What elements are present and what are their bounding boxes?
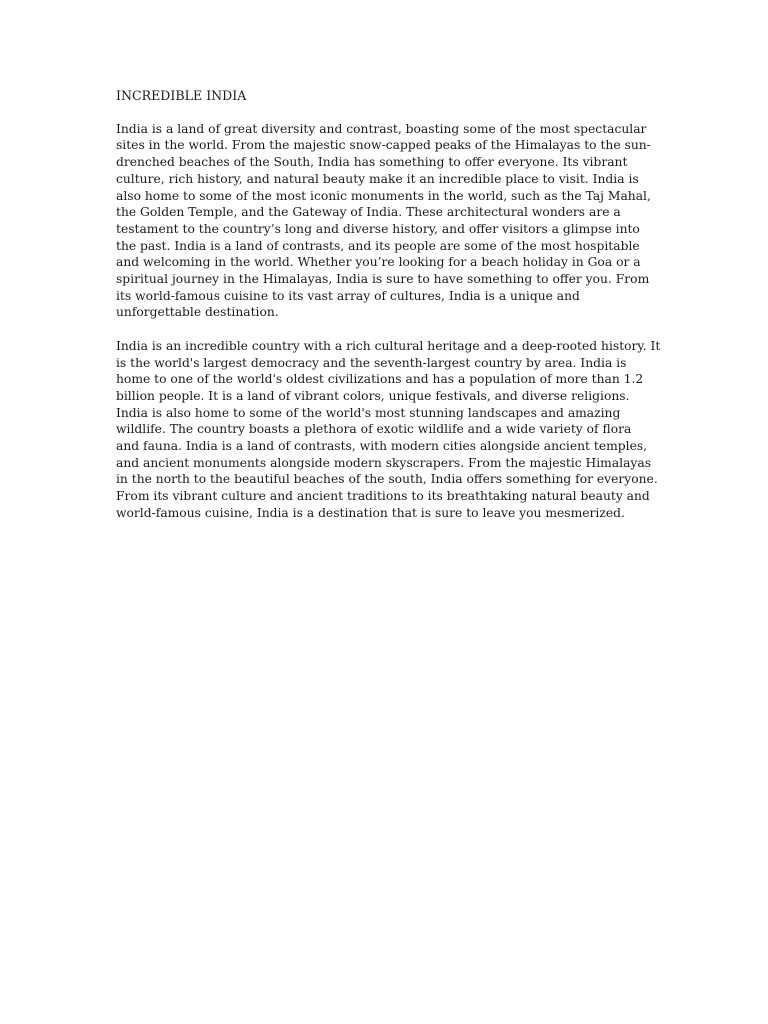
text-line: India is a land of great diversity and contrast, boasting some of the most spectacular [116,121,647,136]
text-line: and ancient monuments alongside modern skyscrapers. From the majestic Himalayas [116,455,652,470]
text-line: unforgettable destination. [116,305,279,320]
text-line: India is also home to some of the world's most stunning landscapes and amazing [116,405,621,420]
text-line: spiritual journey in the Himalayas, India is sure to have something to offer you. From [116,272,650,287]
text-line: testament to the country’s long and diverse history, and offer visitors a glimpse into [116,221,640,236]
text-line: and welcoming in the world. Whether you’re looking for a beach holiday in Goa or a [116,255,641,270]
text-line: world-famous cuisine, India is a destination that is sure to leave you mesmerized. [116,505,625,520]
text-line: also home to some of the most iconic monuments in the world, such as the Taj Mahal, [116,188,651,203]
text-line: and fauna. India is a land of contrasts, with modern cities alongside ancient temples, [116,439,648,454]
text-line: is the world's largest democracy and the seventh-largest country by area. India is [116,355,627,370]
text-line: India is an incredible country with a rich cultural heritage and a deep-rooted history. It [116,338,661,353]
paragraph-2 [116,338,661,522]
text-line: home to one of the world's oldest civilizations and has a population of more than 1.2 [116,372,644,387]
text-line: its world-famous cuisine to its vast array of cultures, India is a unique and [116,288,580,303]
text-line: in the north to the beautiful beaches of the south, India offers something for everyone. [116,472,658,487]
text-line: sites in the world. From the majestic snow-capped peaks of the Himalayas to the sun- [116,138,651,153]
text-line: wildlife. The country boasts a plethora of exotic wildlife and a wide variety of flora [116,422,632,437]
text-line: drenched beaches of the South, India has something to offer everyone. Its vibrant [116,155,628,170]
text-line: the past. India is a land of contrasts, and its people are some of the most hospitable [116,238,640,253]
paragraph-1 [116,121,656,321]
document-body [116,88,661,538]
text-line: billion people. It is a land of vibrant colors, unique festivals, and diverse religions. [116,388,630,403]
text-line: From its vibrant culture and ancient traditions to its breathtaking natural beauty and [116,489,650,504]
text-line: the Golden Temple, and the Gateway of India. These architectural wonders are a [116,205,621,220]
document-title: INCREDIBLE INDIA [116,88,247,103]
text-line: culture, rich history, and natural beauty make it an incredible place to visit. India is [116,171,639,186]
